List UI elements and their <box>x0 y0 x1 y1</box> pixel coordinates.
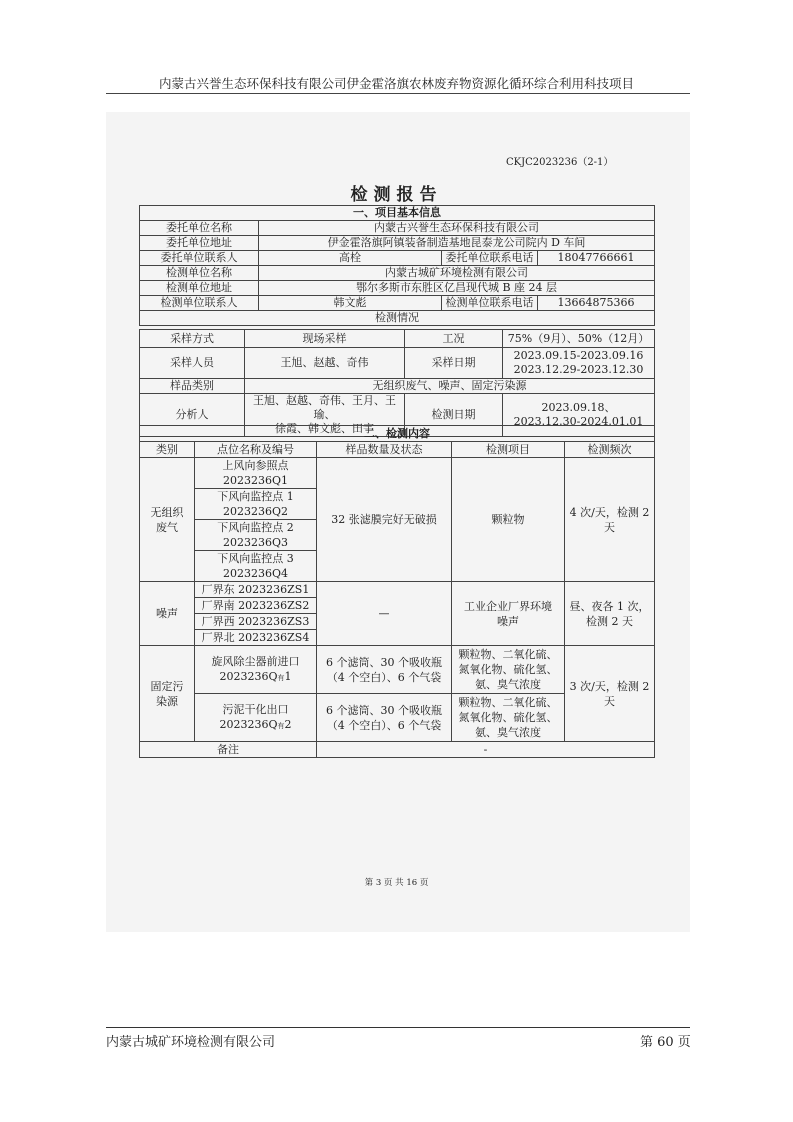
client-name-label: 委托单位名称 <box>140 221 259 236</box>
footer-page-number: 第 60 页 <box>640 1035 691 1050</box>
test-date-line-2: 2023.12.30-2024.01.01 <box>513 415 644 428</box>
noise-frequency-line-1: 昼、夜各 1 次， <box>569 599 650 613</box>
fixed-item <box>452 694 565 742</box>
point-code: 2023236Q <box>219 717 278 731</box>
fixed-item-line-1: 颗粒物、二氧化硫、 <box>458 648 558 661</box>
fixed-sample-line-1: 6 个滤筒、30 个吸收瓶 <box>326 703 442 717</box>
point-code-line <box>197 717 314 734</box>
point-code-sub: 有 <box>277 721 285 730</box>
fixed-point <box>195 646 317 694</box>
header-rule <box>106 93 690 94</box>
situation-table <box>139 329 655 437</box>
fixed-sample <box>317 694 452 742</box>
analysts-line-1: 王旭、赵越、奇伟、王月、王瑜、 <box>253 394 396 421</box>
fixed-category <box>140 646 195 742</box>
remark-value: - <box>317 742 655 758</box>
fugitive-frequency-line-1: 4 次/天，检测 2 <box>569 505 650 519</box>
lab-name: 内蒙古城矿环境检测有限公司 <box>259 266 655 281</box>
point-code-index: 1 <box>284 669 292 683</box>
point-code: 2023236Q3 <box>222 536 288 549</box>
sample-date-line-1: 2023.09.15-2023.09.16 <box>513 349 644 362</box>
lab-name-label: 检测单位名称 <box>140 266 259 281</box>
fixed-frequency <box>565 646 655 742</box>
fixed-category-line-1: 固定污 <box>150 679 184 693</box>
fugitive-category-line-2: 废气 <box>156 520 178 534</box>
point-code: 2023236Q4 <box>222 567 288 580</box>
point-code: 2023236Q2 <box>222 505 288 518</box>
fixed-sample-line-1: 6 个滤筒、30 个吸收瓶 <box>326 655 442 669</box>
fixed-frequency-line-1: 3 次/天，检测 2 <box>569 679 650 693</box>
header-frequency: 检测频次 <box>565 442 655 458</box>
client-address-label: 委托单位地址 <box>140 236 259 251</box>
fixed-item-line-1: 颗粒物、二氧化硫、 <box>458 696 558 709</box>
fugitive-point <box>195 489 317 520</box>
noise-point: 厂界西 2023236ZS3 <box>195 614 317 630</box>
fixed-frequency-line-2: 天 <box>604 694 616 708</box>
fixed-category-line-2: 染源 <box>156 694 178 708</box>
report-title: 检测报告 <box>350 185 443 205</box>
fixed-sample-line-2: （4 个空白）、6 个气袋 <box>326 670 442 684</box>
page-header: 内蒙古兴誉生态环保科技有限公司伊金霍洛旗农林废弃物资源化循环综合利用科技项目 <box>158 76 634 91</box>
point-code: 2023236Q1 <box>222 474 288 487</box>
sample-date <box>503 348 655 379</box>
lab-phone: 13664875366 <box>538 296 655 311</box>
test-date-line-1: 2023.09.18、 <box>541 401 616 414</box>
client-name: 内蒙古兴誉生态环保科技有限公司 <box>259 221 655 236</box>
point-code: 2023236Q <box>219 669 278 683</box>
method-value: 现场采样 <box>245 330 405 348</box>
noise-item <box>452 582 565 646</box>
fixed-item-line-3: 氨、臭气浓度 <box>475 678 541 691</box>
point-code-sub: 有 <box>277 673 285 682</box>
fugitive-frequency-line-2: 天 <box>604 520 616 534</box>
report-page-indicator: 第 3 页 共 16 页 <box>364 878 429 888</box>
category-value: 无组织废气、噪声、固定污染源 <box>245 379 655 394</box>
lab-phone-label: 检测单位联系电话 <box>442 296 538 311</box>
fugitive-category-line-1: 无组织 <box>150 505 184 519</box>
noise-point: 厂界南 2023236ZS2 <box>195 598 317 614</box>
noise-frequency <box>565 582 655 646</box>
noise-sample: — <box>317 582 452 646</box>
point-name: 旋风除尘器前进口 <box>211 654 300 668</box>
fixed-point <box>195 694 317 742</box>
section-basic-title: 一、项目基本信息 <box>140 206 655 221</box>
point-code-index: 2 <box>284 717 292 731</box>
fixed-item-line-2: 氮氧化物、硫化氢、 <box>458 663 558 676</box>
condition-label: 工况 <box>405 330 503 348</box>
noise-item-line-2: 噪声 <box>497 614 519 628</box>
condition-value: 75%（9月）、50%（12月） <box>503 330 655 348</box>
point-name: 污泥干化出口 <box>222 702 289 716</box>
report-number: CKJC2023236（2-1） <box>506 157 614 168</box>
point-code-line <box>197 669 314 686</box>
fugitive-point <box>195 551 317 582</box>
fixed-sample-line-2: （4 个空白）、6 个气袋 <box>326 718 442 732</box>
fixed-sample <box>317 646 452 694</box>
fixed-item-line-3: 氨、臭气浓度 <box>475 726 541 739</box>
fixed-item-line-2: 氮氧化物、硫化氢、 <box>458 711 558 724</box>
fugitive-frequency <box>565 458 655 582</box>
content-table <box>139 425 655 758</box>
samplers-value: 王旭、赵越、奇伟 <box>245 348 405 379</box>
point-name: 下风向监控点 3 <box>217 552 294 565</box>
method-label: 采样方式 <box>140 330 245 348</box>
lab-address-label: 检测单位地址 <box>140 281 259 296</box>
client-phone-label: 委托单位联系电话 <box>442 251 538 266</box>
fugitive-item: 颗粒物 <box>452 458 565 582</box>
sample-date-label: 采样日期 <box>405 348 503 379</box>
test-date-label: 检测日期 <box>405 394 503 437</box>
category-label: 样品类别 <box>140 379 245 394</box>
samplers-label: 采样人员 <box>140 348 245 379</box>
footer-company: 内蒙古城矿环境检测有限公司 <box>106 1035 276 1050</box>
fugitive-sample: 32 张滤膜完好无破损 <box>317 458 452 582</box>
basic-info-table <box>139 205 655 326</box>
lab-contact-label: 检测单位联系人 <box>140 296 259 311</box>
header-item: 检测项目 <box>452 442 565 458</box>
analysts-label: 分析人 <box>140 394 245 437</box>
client-contact: 高栓 <box>259 251 442 266</box>
fixed-item <box>452 646 565 694</box>
header-category: 类别 <box>140 442 195 458</box>
fugitive-point <box>195 458 317 489</box>
fugitive-point <box>195 520 317 551</box>
noise-item-line-1: 工业企业厂界环境 <box>464 599 552 613</box>
section-content-title: 二、检测内容 <box>140 426 655 442</box>
point-name: 下风向监控点 1 <box>217 490 294 503</box>
noise-point: 厂界北 2023236ZS4 <box>195 630 317 646</box>
noise-point: 厂界东 2023236ZS1 <box>195 582 317 598</box>
situation-title: 检测情况 <box>140 311 655 326</box>
fugitive-category <box>140 458 195 582</box>
point-name: 上风向参照点 <box>222 459 289 472</box>
sample-date-line-2: 2023.12.29-2023.12.30 <box>513 363 644 376</box>
client-address: 伊金霍洛旗阿镇装备制造基地昆泰龙公司院内 D 车间 <box>259 236 655 251</box>
noise-category: 噪声 <box>140 582 195 646</box>
client-contact-label: 委托单位联系人 <box>140 251 259 266</box>
lab-contact: 韩文彪 <box>259 296 442 311</box>
header-sample: 样品数量及状态 <box>317 442 452 458</box>
analysts-line-2: 徐霞、韩文彪、田宇 <box>275 422 374 435</box>
client-phone: 18047766661 <box>538 251 655 266</box>
remark-label: 备注 <box>140 742 317 758</box>
header-point: 点位名称及编号 <box>195 442 317 458</box>
lab-address: 鄂尔多斯市东胜区亿昌现代城 B 座 24 层 <box>259 281 655 296</box>
noise-frequency-line-2: 检测 2 天 <box>586 614 634 628</box>
point-name: 下风向监控点 2 <box>217 521 294 534</box>
footer-rule <box>106 1027 690 1028</box>
